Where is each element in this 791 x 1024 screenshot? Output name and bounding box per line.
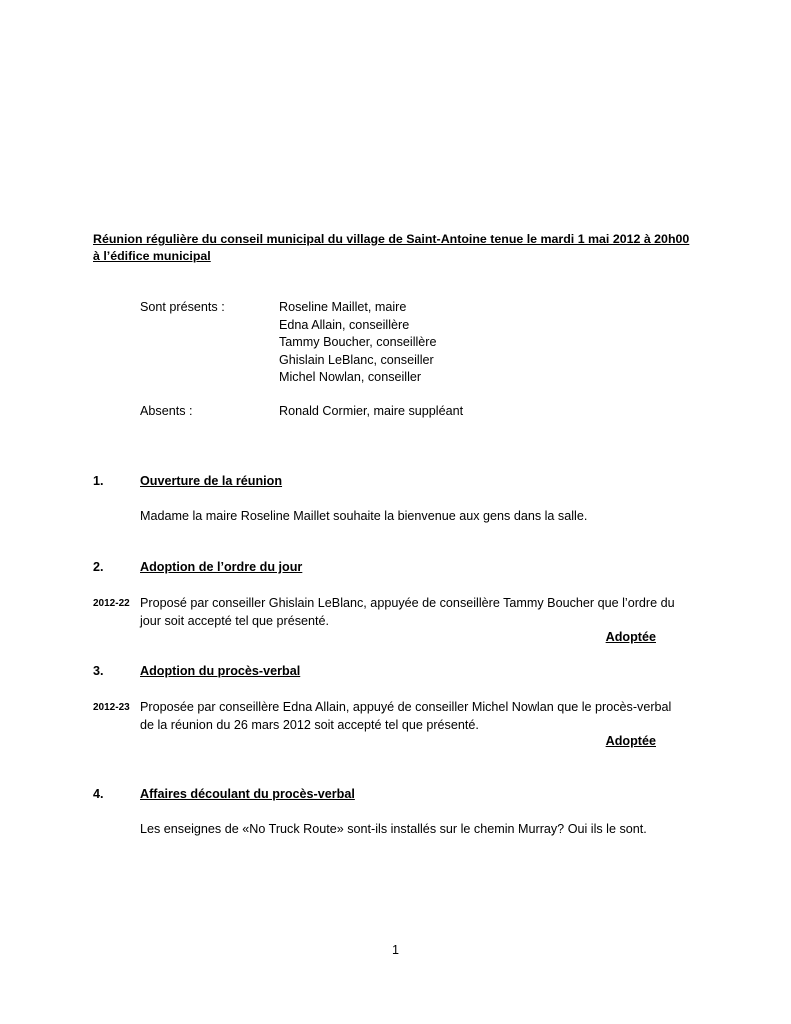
section-2-text-line-2: jour soit accepté tel que présenté. <box>140 613 330 628</box>
resolution-number: 2012-23 <box>93 702 130 713</box>
document-title-line-2: à l’édifice municipal <box>93 249 211 263</box>
absent-label: Absents : <box>140 404 193 418</box>
section-3-text-line-1: Proposée par conseillère Edna Allain, appuyé de conseiller Michel Nowlan que le procès-verbal <box>140 700 672 714</box>
section-3-heading: Adoption du procès-verbal <box>140 664 301 678</box>
section-2-text-line-1: Proposé par conseiller Ghislain LeBlanc, appuyée de conseillère Tammy Boucher que l’ordre du <box>140 596 675 610</box>
present-member: Roseline Maillet, maire <box>279 300 407 314</box>
section-2-text <box>140 595 675 630</box>
section-1-number: 1. <box>93 474 104 488</box>
present-member: Michel Nowlan, conseiller <box>279 370 422 384</box>
section-1-text: Madame la maire Roseline Maillet souhaite la bienvenue aux gens dans la salle. <box>140 509 588 523</box>
section-4-heading: Affaires découlant du procès-verbal <box>140 787 355 801</box>
page-number: 1 <box>391 943 399 957</box>
present-member: Edna Allain, conseillère <box>279 317 410 332</box>
present-member: Ghislain LeBlanc, conseiller <box>279 352 434 367</box>
absent-member: Ronald Cormier, maire suppléant <box>279 404 464 418</box>
section-1-heading: Ouverture de la réunion <box>140 474 283 488</box>
section-4-number: 4. <box>93 787 104 801</box>
section-2-number: 2. <box>93 560 104 574</box>
resolution-number: 2012-22 <box>93 598 130 609</box>
section-3-status: Adoptée <box>605 734 656 748</box>
section-2-status: Adoptée <box>605 630 656 644</box>
document-title-line-1: Réunion régulière du conseil municipal du village de Saint-Antoine tenue le mardi 1 mai 2012 à 20h00 <box>93 232 690 246</box>
section-4-text: Les enseignes de «No Truck Route» sont-ils installés sur le chemin Murray? Oui ils le sont. <box>140 822 647 836</box>
present-label: Sont présents : <box>140 300 225 314</box>
section-3-text-line-2: de la réunion du 26 mars 2012 soit accepté tel que présenté. <box>140 717 479 732</box>
section-2-heading: Adoption de l’ordre du jour <box>140 560 303 574</box>
present-list <box>279 299 437 387</box>
section-3-number: 3. <box>93 664 104 678</box>
present-member: Tammy Boucher, conseillère <box>279 335 437 349</box>
section-3-text <box>140 699 671 734</box>
